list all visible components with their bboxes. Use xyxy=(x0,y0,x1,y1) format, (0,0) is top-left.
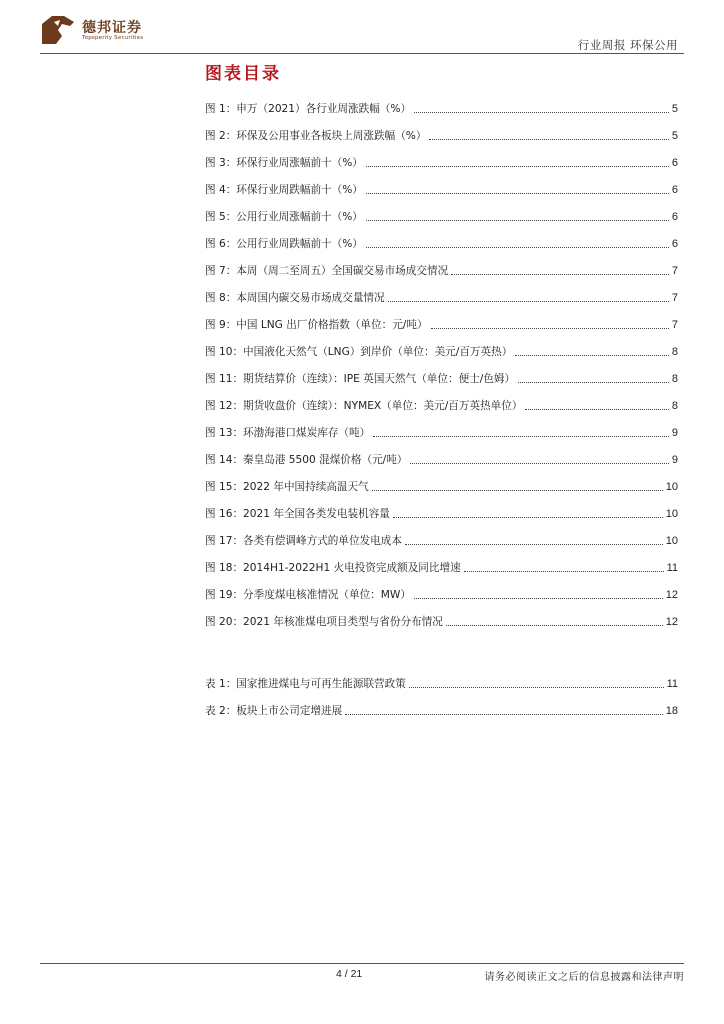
page-header xyxy=(0,0,724,62)
toc-entry-fig-18[interactable]: 图 18：2014H1-2022H1 火电投资完成额及同比增速 11 xyxy=(205,562,678,574)
toc-entry-fig-17[interactable]: 图 17：各类有偿调峰方式的单位发电成本 10 xyxy=(205,535,678,547)
toc-entry-fig-7[interactable]: 图 7：本周（周二至周五）全国碳交易市场成交情况 7 xyxy=(205,265,678,277)
toc-entry-fig-12[interactable]: 图 12：期货收盘价（连续）：NYMEX（单位：美元/百万英热单位） 8 xyxy=(205,400,678,412)
toc-entry-fig-9[interactable]: 图 9：中国 LNG 出厂价格指数（单位：元/吨） 7 xyxy=(205,319,678,331)
toc-title: 图表目录 xyxy=(205,64,281,84)
toc-entry-fig-3[interactable]: 图 3：环保行业周涨幅前十（%） 6 xyxy=(205,157,678,169)
page-number: 4 / 21 xyxy=(336,968,363,980)
company-logo-icon xyxy=(40,14,78,46)
company-name-en: Topsperity Securities xyxy=(82,35,144,41)
footer-divider xyxy=(40,963,684,964)
toc-entry-fig-13[interactable]: 图 13：环渤海港口煤炭库存（吨） 9 xyxy=(205,427,678,439)
toc-entry-fig-11[interactable]: 图 11：期货结算价（连续）：IPE 英国天然气（单位：便士/色姆） 8 xyxy=(205,373,678,385)
toc-entry-fig-14[interactable]: 图 14：秦皇岛港 5500 混煤价格（元/吨） 9 xyxy=(205,454,678,466)
header-divider xyxy=(40,53,684,54)
toc-entry-fig-4[interactable]: 图 4：环保行业周跌幅前十（%） 6 xyxy=(205,184,678,196)
toc-entry-fig-16[interactable]: 图 16：2021 年全国各类发电装机容量 10 xyxy=(205,508,678,520)
toc-entry-fig-1[interactable]: 图 1：申万（2021）各行业周涨跌幅（%） 5 xyxy=(205,103,678,115)
toc-entry-fig-10[interactable]: 图 10：中国液化天然气（LNG）到岸价（单位：美元/百万英热） 8 xyxy=(205,346,678,358)
company-name: 德邦证券 xyxy=(82,20,142,36)
toc-entry-fig-6[interactable]: 图 6：公用行业周跌幅前十（%） 6 xyxy=(205,238,678,250)
toc-entry-fig-20[interactable]: 图 20：2021 年核准煤电项目类型与省份分布情况 12 xyxy=(205,616,678,628)
toc-entry-fig-19[interactable]: 图 19：分季度煤电核准情况（单位：MW） 12 xyxy=(205,589,678,601)
toc-entry-fig-5[interactable]: 图 5：公用行业周涨幅前十（%） 6 xyxy=(205,211,678,223)
toc-entry-table-2[interactable]: 表 2：板块上市公司定增进展 18 xyxy=(205,705,678,717)
toc-entry-fig-15[interactable]: 图 15：2022 年中国持续高温天气 10 xyxy=(205,481,678,493)
toc-entry-fig-2[interactable]: 图 2：环保及公用事业各板块上周涨跌幅（%） 5 xyxy=(205,130,678,142)
legal-disclaimer: 请务必阅读正文之后的信息披露和法律声明 xyxy=(484,972,684,983)
report-type: 行业周报 环保公用 xyxy=(577,38,678,52)
toc-entry-table-1[interactable]: 表 1：国家推进煤电与可再生能源联营政策 11 xyxy=(205,678,678,690)
toc-entry-fig-8[interactable]: 图 8：本周国内碳交易市场成交量情况 7 xyxy=(205,292,678,304)
